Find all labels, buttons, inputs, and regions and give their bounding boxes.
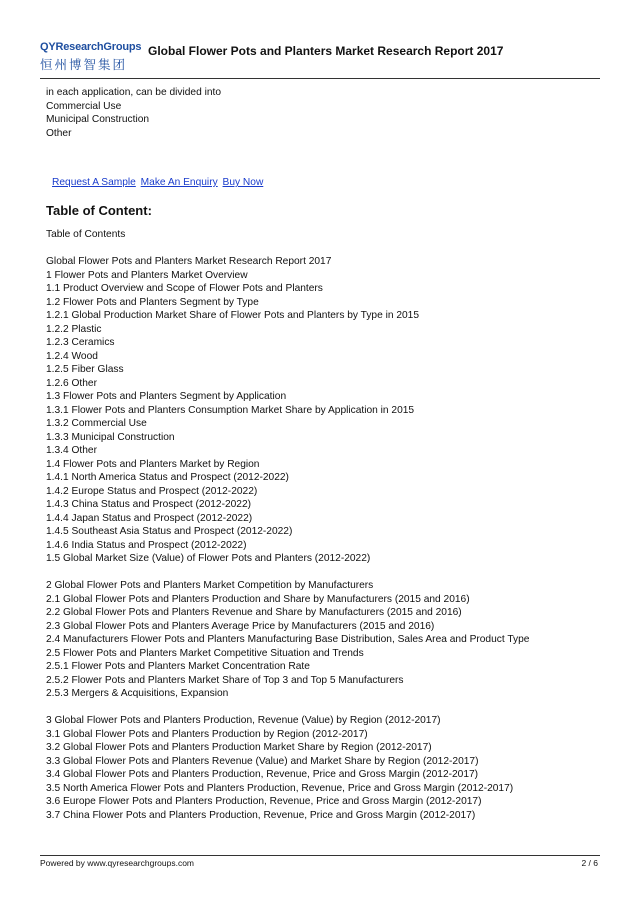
toc-line: 1.2 Flower Pots and Planters Segment by Type bbox=[46, 296, 259, 308]
toc-line: 1.4.6 India Status and Prospect (2012-2022) bbox=[46, 539, 247, 551]
table-of-contents bbox=[46, 228, 606, 822]
intro-line: Municipal Construction bbox=[46, 114, 150, 125]
toc-heading: Table of Content: bbox=[46, 203, 152, 218]
toc-line: 3.4 Global Flower Pots and Planters Production, Revenue, Price and Gross Margin (2012-2017) bbox=[46, 769, 479, 780]
toc-line: 3 Global Flower Pots and Planters Production, Revenue (Value) by Region (2012-2017) bbox=[46, 715, 441, 726]
toc-line: 2.5.1 Flower Pots and Planters Market Concentration Rate bbox=[46, 661, 310, 672]
logo-english-text: QYResearchGroups bbox=[40, 41, 142, 53]
toc-line: 1.4.2 Europe Status and Prospect (2012-2022) bbox=[46, 485, 258, 497]
toc-spacer bbox=[46, 566, 606, 580]
intro-line: in each application, can be divided into bbox=[46, 87, 222, 98]
toc-line: 1.3.4 Other bbox=[46, 445, 97, 456]
toc-line: 2.5.2 Flower Pots and Planters Market Share of Top 3 and Top 5 Manufacturers bbox=[46, 674, 404, 686]
toc-line: 1.2.6 Other bbox=[46, 377, 97, 389]
toc-line: 1.2.4 Wood bbox=[46, 350, 98, 362]
toc-line: 3.2 Global Flower Pots and Planters Production Market Share by Region (2012-2017) bbox=[46, 742, 432, 753]
toc-line: 2.4 Manufacturers Flower Pots and Planters Manufacturing Base Distribution, Sales Area and Product Type bbox=[46, 634, 530, 645]
intro-text bbox=[46, 86, 598, 140]
toc-line: 2.5 Flower Pots and Planters Market Competitive Situation and Trends bbox=[46, 647, 364, 659]
buy-now-link[interactable]: Buy Now bbox=[222, 177, 264, 188]
toc-line: 1.2.3 Ceramics bbox=[46, 337, 115, 348]
toc-spacer bbox=[46, 701, 606, 715]
company-logo bbox=[40, 38, 140, 72]
intro-line: Other bbox=[46, 127, 72, 139]
toc-line: 1.3.2 Commercial Use bbox=[46, 418, 147, 429]
toc-line: 1.4.1 North America Status and Prospect (2012-2022) bbox=[46, 472, 289, 483]
toc-line: 2.1 Global Flower Pots and Planters Production and Share by Manufacturers (2015 and 2016) bbox=[46, 593, 470, 605]
toc-line: 1.3.1 Flower Pots and Planters Consumption Market Share by Application in 2015 bbox=[46, 404, 415, 416]
toc-line: 1.4.3 China Status and Prospect (2012-2022) bbox=[46, 499, 252, 510]
footer-powered-by: Powered by www.qyresearchgroups.com bbox=[40, 858, 195, 868]
toc-line: 1.3 Flower Pots and Planters Segment by Application bbox=[46, 391, 287, 402]
logo-chinese-text: 恒州博智集团 bbox=[40, 58, 128, 72]
toc-line: 2.2 Global Flower Pots and Planters Revenue and Share by Manufacturers (2015 and 2016) bbox=[46, 607, 462, 618]
toc-line: 1.2.2 Plastic bbox=[46, 323, 102, 335]
toc-line: 1.4.5 Southeast Asia Status and Prospect (2012-2022) bbox=[46, 526, 293, 537]
toc-line: 3.7 China Flower Pots and Planters Production, Revenue, Price and Gross Margin (2012-2017) bbox=[46, 809, 476, 821]
toc-line: 2 Global Flower Pots and Planters Market Competition by Manufacturers bbox=[46, 580, 374, 591]
toc-line: 2.5.3 Mergers & Acquisitions, Expansion bbox=[46, 688, 229, 699]
action-links bbox=[52, 177, 265, 188]
toc-line: 1.2.1 Global Production Market Share of Flower Pots and Planters by Type in 2015 bbox=[46, 310, 419, 321]
toc-line: 3.6 Europe Flower Pots and Planters Production, Revenue, Price and Gross Margin (2012-2017) bbox=[46, 796, 482, 807]
document-title: Global Flower Pots and Planters Market Research Report 2017 bbox=[148, 44, 504, 58]
toc-line: 1.5 Global Market Size (Value) of Flower Pots and Planters (2012-2022) bbox=[46, 553, 371, 564]
toc-line: 1.2.5 Fiber Glass bbox=[46, 364, 124, 375]
header-divider bbox=[40, 78, 600, 79]
toc-line: 1.4.4 Japan Status and Prospect (2012-2022) bbox=[46, 512, 253, 524]
toc-line: 1.3.3 Municipal Construction bbox=[46, 431, 175, 443]
toc-line: 1.1 Product Overview and Scope of Flower Pots and Planters bbox=[46, 283, 323, 294]
toc-line: 3.3 Global Flower Pots and Planters Revenue (Value) and Market Share by Region (2012-2017) bbox=[46, 755, 479, 767]
toc-line: 3.5 North America Flower Pots and Planters Production, Revenue, Price and Gross Margin (2012-2017) bbox=[46, 782, 514, 794]
footer-divider bbox=[40, 855, 600, 856]
request-sample-link[interactable]: Request A Sample bbox=[52, 177, 136, 188]
footer-page-number: 2 / 6 bbox=[581, 858, 598, 868]
toc-line: 1 Flower Pots and Planters Market Overview bbox=[46, 269, 248, 281]
toc-spacer bbox=[46, 242, 606, 256]
toc-line: 2.3 Global Flower Pots and Planters Average Price by Manufacturers (2015 and 2016) bbox=[46, 620, 435, 632]
intro-line: Commercial Use bbox=[46, 100, 122, 112]
toc-line: Global Flower Pots and Planters Market Research Report 2017 bbox=[46, 256, 332, 267]
toc-line: 1.4 Flower Pots and Planters Market by Region bbox=[46, 458, 260, 470]
toc-line: 3.1 Global Flower Pots and Planters Production by Region (2012-2017) bbox=[46, 728, 368, 740]
toc-line: Table of Contents bbox=[46, 229, 126, 240]
make-enquiry-link[interactable]: Make An Enquiry bbox=[140, 177, 218, 188]
page-header bbox=[40, 38, 600, 74]
